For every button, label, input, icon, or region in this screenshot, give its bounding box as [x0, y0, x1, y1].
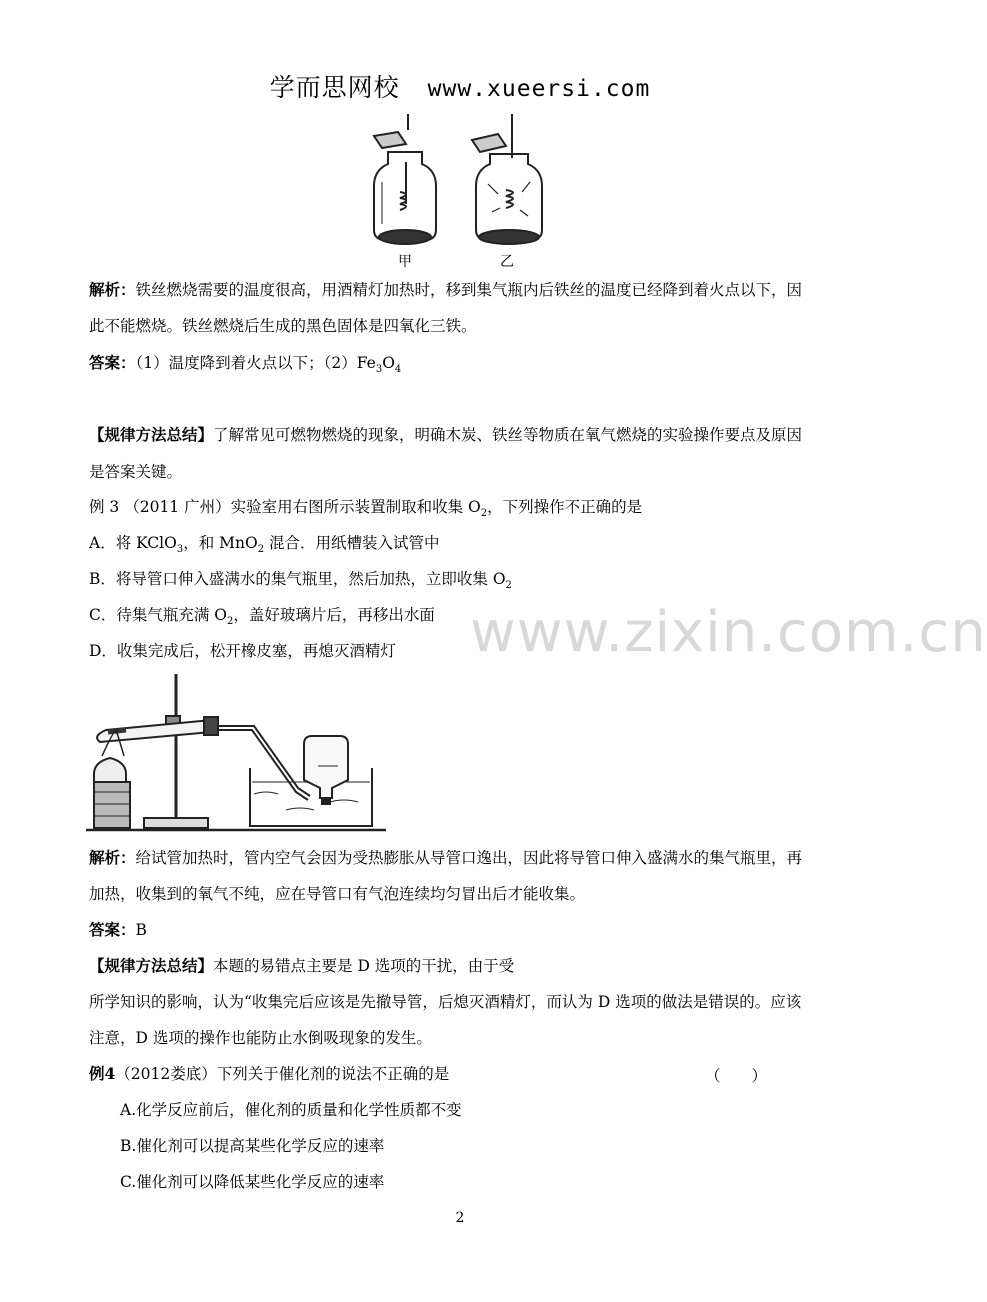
summary2-line2: 所学知识的影响，认为“收集完后应该是先撤导管，后熄灭酒精灯，而认为 D 选项的做法是错误的。应该 [89, 993, 802, 1011]
analysis2-label: 解析： [89, 848, 136, 867]
page-header [0, 68, 920, 104]
example3-option-b: B．将导管口伸入盛满水的集气瓶里，然后加热，立即收集 $O_2$ [89, 570, 512, 592]
example4-option-a: A.化学反应前后，催化剂的质量和化学性质都不变 [120, 1101, 462, 1119]
answer1-label: 答案： [89, 353, 136, 372]
summary2-line3: 注意，D 选项的操作也能防止水倒吸现象的发生。 [89, 1029, 432, 1047]
watermark: www.zixin.com.cn [470, 600, 987, 665]
summary1-line2: 是答案关键。 [89, 463, 183, 481]
page-number: 2 [455, 1210, 465, 1226]
label-yi: 乙 [500, 254, 514, 270]
header-school: 学而思网校 [269, 73, 400, 102]
oxygen-apparatus-figure [86, 670, 386, 835]
summary1-line1: 【规律方法总结】了解常见可燃物燃烧的现象，明确木炭、铁丝等物质在氧气燃烧的实验操作要点及原因 [89, 425, 803, 444]
analysis2-line2: 加热，收集到的氧气不纯，应在导管口有气泡连续均匀冒出后才能收集。 [89, 885, 586, 903]
example4-answer-paren: （ ） [705, 1067, 768, 1085]
summary2-label: 【规律方法总结】 [89, 956, 214, 975]
header-site: www.xueersi.com [427, 76, 651, 102]
example3-stem: 例 3 （2011 广州）实验室用右图所示装置制取和收集 $O_2$，下列操作不正确的是 [89, 498, 643, 520]
analysis1-line2: 此不能燃烧。铁丝燃烧后生成的黑色固体是四氧化三铁。 [89, 317, 477, 335]
example4-option-b: B.催化剂可以提高某些化学反应的速率 [120, 1137, 385, 1155]
analysis1-label: 解析： [89, 280, 136, 299]
example4-stem: 例4（2012娄底）下列关于催化剂的说法不正确的是 [89, 1064, 450, 1083]
summary2-line1: 【规律方法总结】本题的易错点主要是 D 选项的干扰，由于受 [89, 956, 515, 975]
example3-option-a: A．将 KClO$_3$，和 MnO$_2$ 混合．用纸槽装入试管中 [89, 534, 440, 556]
answer1: 答案：（1）温度降到着火点以下；$(2)Fe_3O_4$ [89, 353, 402, 376]
label-jia: 甲 [398, 254, 412, 270]
answer2: 答案：B [89, 920, 147, 939]
example4-label: 例4 [89, 1064, 116, 1083]
analysis1-line1: 解析：铁丝燃烧需要的温度很高，用酒精灯加热时，移到集气瓶内后铁丝的温度已经降到着火点以下，因 [89, 280, 803, 299]
summary1-label: 【规律方法总结】 [89, 425, 214, 444]
analysis2-line1: 解析：给试管加热时，管内空气会因为受热膨胀从导管口逸出，因此将导管口伸入盛满水的集气瓶里，再 [89, 848, 803, 867]
example3-option-d: D．收集完成后，松开橡皮塞，再熄灭酒精灯 [89, 642, 396, 660]
answer2-label: 答案： [89, 920, 136, 939]
example3-option-c: C．待集气瓶充满 $O_2$，盖好玻璃片后，再移出水面 [89, 606, 435, 628]
example4-option-c: C.催化剂可以降低某些化学反应的速率 [120, 1173, 385, 1191]
iron-wire-bottles-figure [360, 112, 560, 272]
